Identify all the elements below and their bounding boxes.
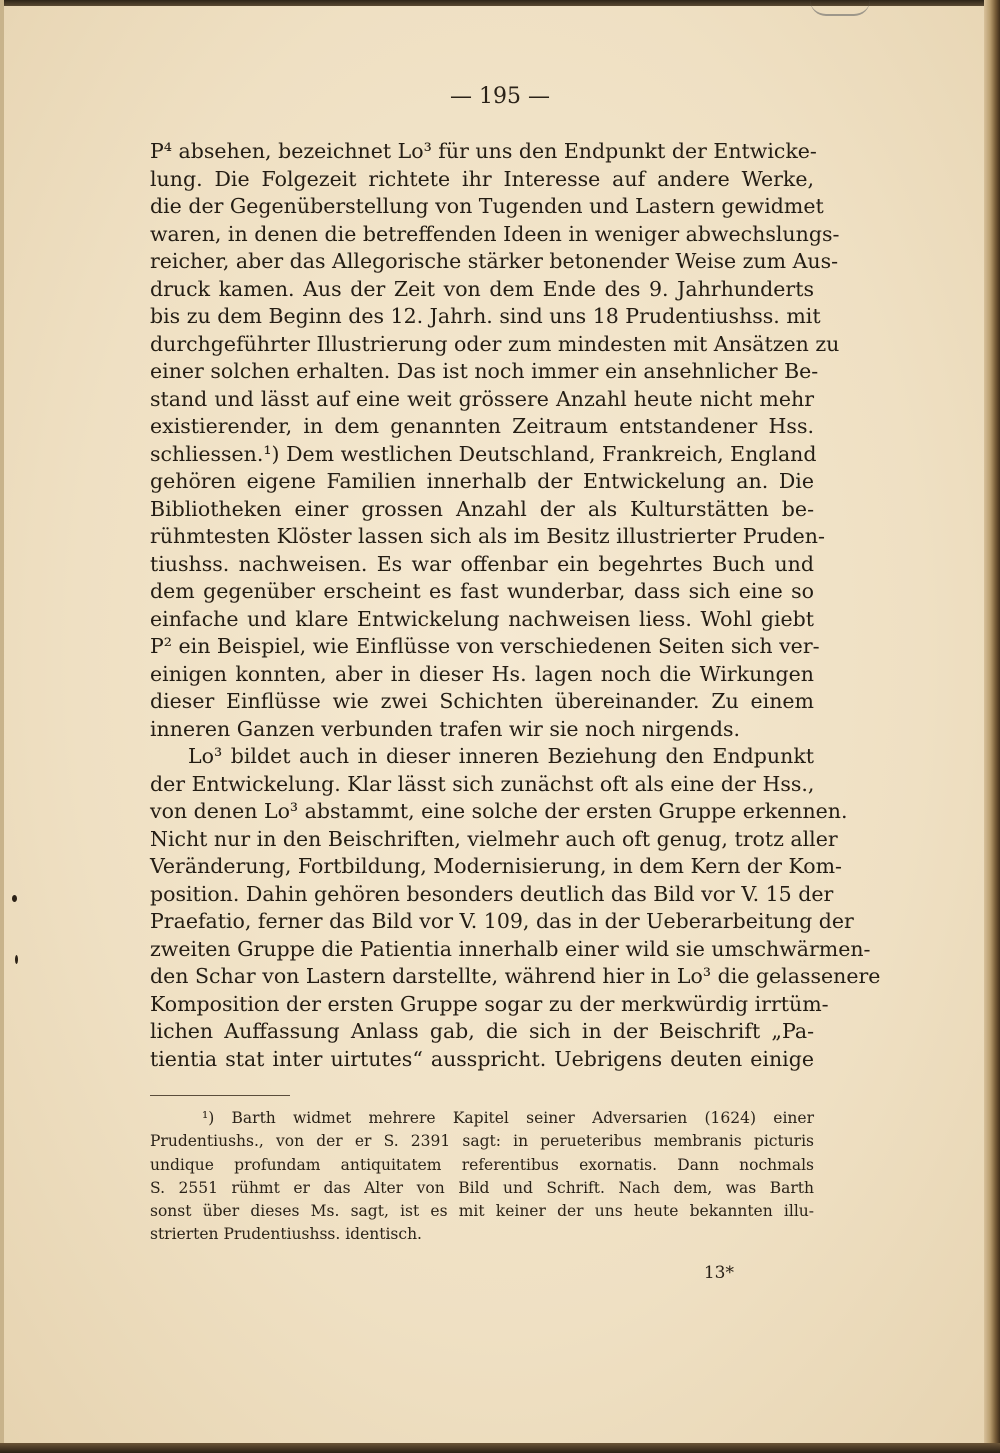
- body-text: [150, 138, 881, 1073]
- text-line: einfache und klare Entwickelung nachweisen liess. Wohl giebt: [150, 606, 814, 631]
- text-line: dieser Einflüsse wie zwei Schichten übereinander. Zu einem: [150, 689, 814, 713]
- text-line: der Entwickelung. Klar lässt sich zunächst oft als eine der Hss.,: [150, 771, 815, 796]
- footnote-rule: [150, 1095, 290, 1096]
- text-line: P² ein Beispiel, wie Einflüsse von verschiedenen Seiten sich ver-: [150, 634, 820, 658]
- footnote-line: strierten Prudentiushss. identisch.: [150, 1225, 422, 1244]
- text-line: existierender, in dem genannten Zeitraum entstandener Hss.: [150, 414, 814, 438]
- text-line: reicher, aber das Allegorische stärker betonender Weise zum Aus-: [150, 249, 839, 273]
- footnote-line: sonst über dieses Ms. sagt, ist es mit keiner der uns heute bekannten illu-: [150, 1202, 814, 1221]
- text-line: gehören eigene Familien innerhalb der Entwickelung an. Die: [150, 469, 814, 493]
- text-line: den Schar von Lastern darstellte, während hier in Lo³ die gelassenere: [150, 964, 881, 988]
- text-line: tiushss. nachweisen. Es war offenbar ein begehrtes Buch und: [150, 551, 814, 576]
- bottom-binding-edge: [0, 1443, 1000, 1453]
- margin-spot: [12, 895, 17, 902]
- text-line: Nicht nur in den Beischriften, vielmehr auch oft genug, trotz aller: [150, 826, 838, 851]
- text-line: tientia stat inter uirtutes“ ausspricht. Uebrigens deuten einige: [150, 1046, 814, 1071]
- text-line: Komposition der ersten Gruppe sogar zu der merkwürdig irrtüm-: [150, 991, 829, 1016]
- signature-mark: 13*: [703, 1263, 734, 1283]
- text-line: dem gegenüber erscheint es fast wunderbar, dass sich eine so: [150, 579, 814, 603]
- text-line: lichen Auffassung Anlass gab, die sich in der Beischrift „Pa-: [150, 1019, 814, 1043]
- text-line: schliessen.¹) Dem westlichen Deutschland, Frankreich, England: [150, 441, 817, 466]
- text-line: Praefatio, ferner das Bild vor V. 109, das in der Ueberarbeitung der: [150, 909, 854, 933]
- text-line: lung. Die Folgezeit richtete ihr Interesse auf andere Werke,: [150, 166, 814, 191]
- text-line: P⁴ absehen, bezeichnet Lo³ für uns den Endpunkt der Entwicke-: [150, 139, 817, 163]
- footnote: [150, 1107, 814, 1247]
- text-line: rühmtesten Klöster lassen sich als im Besitz illustrierter Pruden-: [150, 524, 825, 548]
- footnote-line: undique profundam antiquitatem referentibus exornatis. Dann nochmals: [150, 1155, 814, 1174]
- corner-pencil-mark: [810, 0, 870, 16]
- margin-spot: [15, 955, 18, 964]
- left-page-edge: [0, 0, 4, 1453]
- text-line: inneren Ganzen verbunden trafen wir sie noch nirgends.: [150, 716, 740, 741]
- text-line: druck kamen. Aus der Zeit von dem Ende des 9. Jahrhunderts: [150, 276, 814, 301]
- text-line: bis zu dem Beginn des 12. Jahrh. sind uns 18 Prudentiushss. mit: [150, 304, 821, 328]
- right-book-edge: [984, 0, 1000, 1453]
- text-line: Veränderung, Fortbildung, Modernisierung, in dem Kern der Kom-: [150, 854, 842, 878]
- text-line: zweiten Gruppe die Patientia innerhalb einer wild sie umschwärmen-: [150, 936, 871, 961]
- footnote-line: S. 2551 rühmt er das Alter von Bild und Schrift. Nach dem, was Barth: [150, 1178, 814, 1197]
- text-line: stand und lässt auf eine weit grössere Anzahl heute nicht mehr: [150, 386, 814, 411]
- footnote-line: ¹) Barth widmet mehrere Kapitel seiner Adversarien (1624) einer: [202, 1109, 814, 1127]
- text-line: einigen konnten, aber in dieser Hs. lagen noch die Wirkungen: [150, 661, 814, 686]
- footnote-line: Prudentiushs., von der er S. 2391 sagt: in perueteribus membranis picturis: [150, 1132, 814, 1151]
- text-line: durchgeführter Illustrierung oder zum mindesten mit Ansätzen zu: [150, 331, 840, 356]
- text-line: position. Dahin gehören besonders deutlich das Bild vor V. 15 der: [150, 881, 834, 906]
- text-line: Bibliotheken einer grossen Anzahl der als Kulturstätten be-: [150, 496, 814, 521]
- text-line: Lo³ bildet auch in dieser inneren Beziehung den Endpunkt: [188, 744, 814, 768]
- page-number: — 195 —: [450, 84, 550, 109]
- text-line: die der Gegenüberstellung von Tugenden und Lastern gewidmet: [150, 194, 824, 218]
- text-line: waren, in denen die betreffenden Ideen in weniger abwechslungs-: [150, 221, 840, 246]
- text-line: von denen Lo³ abstammt, eine solche der ersten Gruppe erkennen.: [150, 799, 848, 823]
- text-line: einer solchen erhalten. Das ist noch immer ein ansehnlicher Be-: [150, 359, 819, 383]
